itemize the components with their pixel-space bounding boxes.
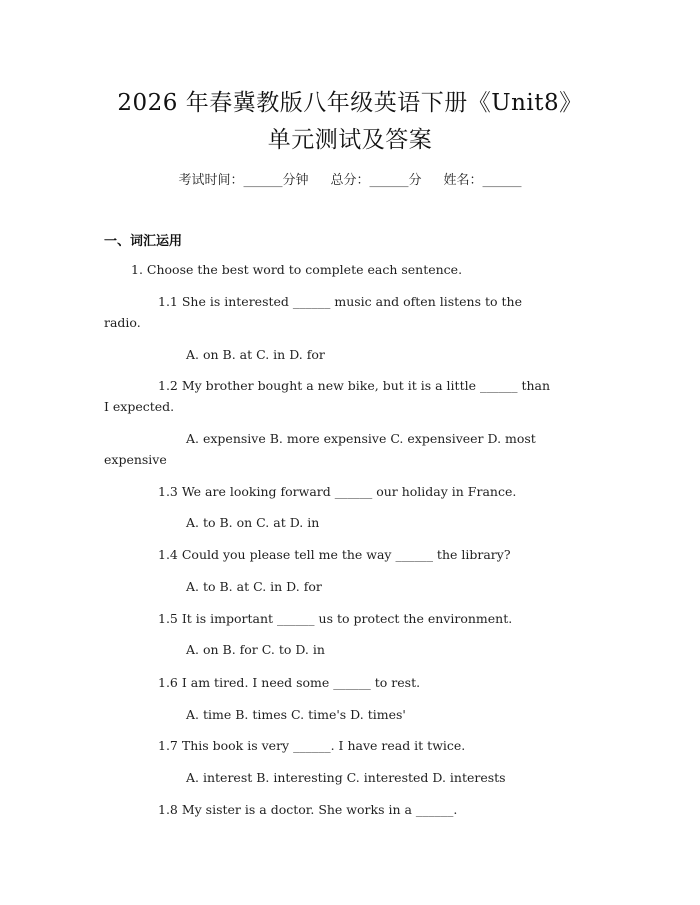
question-1-4-options: A. to B. at C. in D. for <box>186 579 322 594</box>
section-instruction: 1. Choose the best word to complete each sentence. <box>131 262 463 277</box>
question-1-1: 1.1 She is interested ______ music and often listens to the <box>158 294 522 309</box>
question-1-2-continued: I expected. <box>104 399 175 414</box>
exam-name-field: 姓名：______ <box>443 173 522 188</box>
question-1-7: 1.7 This book is very ______. I have read it twice. <box>158 738 466 753</box>
question-1-6-options: A. time B. times C. time's D. times' <box>186 707 406 722</box>
exam-time-field: 考试时间：______分钟 <box>178 173 309 188</box>
question-1-2-options-continued: expensive <box>104 452 167 467</box>
question-1-5: 1.5 It is important ______ us to protect the environment. <box>158 611 513 626</box>
document-title-line2: 单元测试及答案 <box>267 127 433 153</box>
document-title-line1: 2026 年春冀教版八年级英语下册《Unit8》 <box>117 90 583 116</box>
question-1-5-options: A. on B. for C. to D. in <box>186 642 325 657</box>
question-1-3: 1.3 We are looking forward ______ our holiday in France. <box>158 484 517 499</box>
question-1-4: 1.4 Could you please tell me the way ______ the library? <box>158 547 511 562</box>
question-1-8: 1.8 My sister is a doctor. She works in a ______. <box>158 802 458 817</box>
question-1-7-options: A. interest B. interesting C. interested D. interests <box>186 770 506 785</box>
question-1-6: 1.6 I am tired. I need some ______ to rest. <box>158 675 421 690</box>
exam-info <box>0 169 700 188</box>
question-1-1-options: A. on B. at C. in D. for <box>186 347 325 362</box>
question-1-2-options: A. expensive B. more expensive C. expensiveer D. most <box>186 431 536 446</box>
question-1-2: 1.2 My brother bought a new bike, but it is a little ______ than <box>158 378 551 393</box>
exam-score-field: 总分：______分 <box>330 173 422 188</box>
question-1-3-options: A. to B. on C. at D. in <box>186 515 320 530</box>
question-1-1-continued: radio. <box>104 315 141 330</box>
section-heading: 一、词汇运用 <box>104 234 183 249</box>
